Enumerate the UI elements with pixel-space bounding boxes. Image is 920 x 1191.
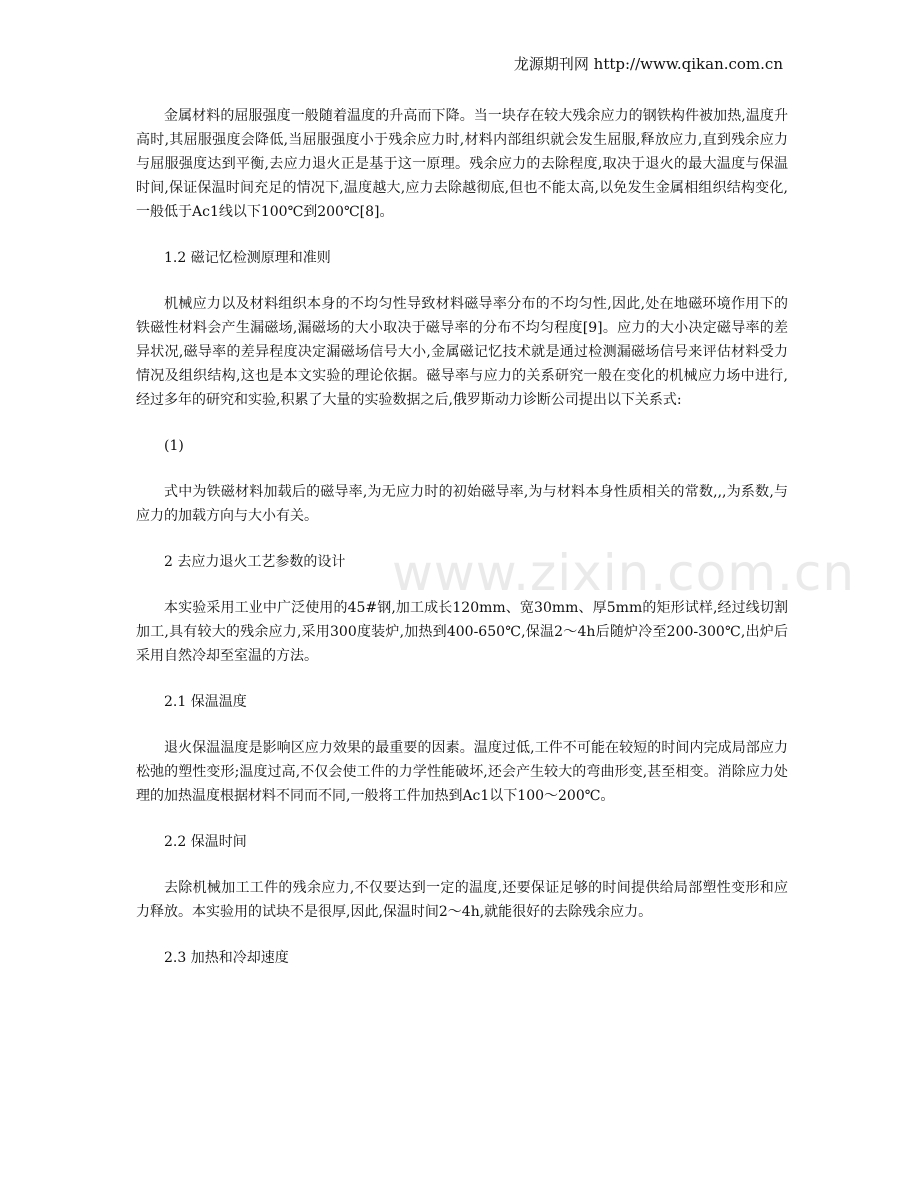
section-heading-2: 2 去应力退火工艺参数的设计 <box>164 554 346 570</box>
paragraph-holding-temperature: 退火保温温度是影响区应力效果的最重要的因素。温度过低,工件不可能在较短的时间内完成局部应力松弛的塑性变形;温度过高,不仅会使工件的力学性能破坏,还会产生较大的弯曲形变,甚至相变。消除应力处理的加热温度根据材料不同而不同,一般将工件加热到Ac1以下100～200℃。 <box>136 740 788 804</box>
paragraph-annealing-principle: 金属材料的屈服强度一般随着温度的升高而下降。当一块存在较大残余应力的钢铁构件被加热,温度升高时,其屈服强度会降低,当屈服强度小于残余应力时,材料内部组织就会发生屈服,释放应力,直到残余应力与屈服强度达到平衡,去应力退火正是基于这一原理。残余应力的去除程度,取决于退火的最大温度与保温时间,保证保温时间充足的情况下,温度越大,应力去除越彻底,但也不能太高,以免发生金属相组织结构变化,一般低于Ac1线以下100℃到200℃[8]。 <box>136 108 788 220</box>
section-heading-2-3: 2.3 加热和冷却速度 <box>164 950 289 966</box>
section-heading-1-2: 1.2 磁记忆检测原理和准则 <box>164 250 331 266</box>
paragraph-equation-notes: 式中为铁磁材料加载后的磁导率,为无应力时的初始磁导率,为与材料本身性质相关的常数,,,为系数,与应力的加载方向与大小有关。 <box>136 484 788 524</box>
paragraph-magnetic-memory: 机械应力以及材料组织本身的不均匀性导致材料磁导率分布的不均匀性,因此,处在地磁环境作用下的铁磁性材料会产生漏磁场,漏磁场的大小取决于磁导率的分布不均匀程度[9]。应力的大小决定磁导率的差异状况,磁导率的差异程度决定漏磁场信号大小,金属磁记忆技术就是通过检测漏磁场信号来评估材料受力情况及组织结构,这也是本文实验的理论依据。磁导率与应力的关系研究一般在变化的机械应力场中进行,经过多年的研究和实验,积累了大量的实验数据之后,俄罗斯动力诊断公司提出以下关系式: <box>136 296 788 408</box>
section-heading-2-2: 2.2 保温时间 <box>164 834 247 850</box>
watermark: www.zixin.com.cn <box>392 544 856 602</box>
section-heading-2-1: 2.1 保温温度 <box>164 694 247 710</box>
paragraph-experiment-setup: 本实验采用工业中广泛使用的45#钢,加工成长120mm、宽30mm、厚5mm的矩形试样,经过线切割加工,具有较大的残余应力,采用300度装炉,加热到400-650℃,保温2～4h后随炉冷至200-300℃,出炉后采用自然冷却至室温的方法。 <box>136 600 788 664</box>
article-body <box>136 104 788 992</box>
journal-header[interactable]: 龙源期刊网 http://www.qikan.com.cn <box>513 55 783 73</box>
equation-number: (1) <box>164 438 184 454</box>
paragraph-holding-time: 去除机械加工工件的残余应力,不仅要达到一定的温度,还要保证足够的时间提供给局部塑性变形和应力释放。本实验用的试块不是很厚,因此,保温时间2～4h,就能很好的去除残余应力。 <box>136 880 788 920</box>
